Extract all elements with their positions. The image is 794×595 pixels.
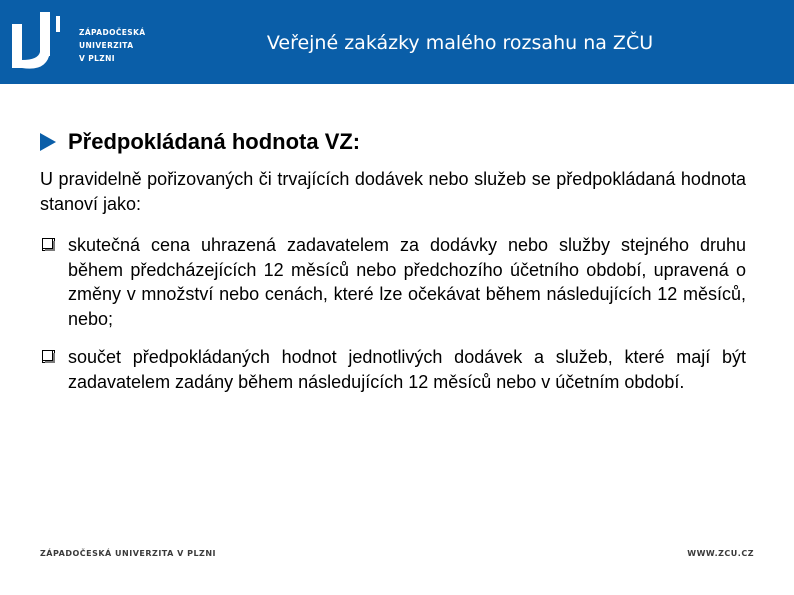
section-heading-text: Předpokládaná hodnota VZ: bbox=[68, 129, 361, 154]
logo-wordmark bbox=[79, 26, 146, 65]
play-triangle-icon bbox=[40, 133, 56, 151]
checkbox-bullet-icon bbox=[42, 238, 55, 251]
list-item bbox=[40, 345, 746, 394]
logo-line: UNIVERZITA bbox=[79, 41, 134, 50]
bullet-list bbox=[40, 233, 746, 408]
university-logo-icon bbox=[12, 12, 70, 72]
logo-line: ZÁPADOČESKÁ bbox=[79, 28, 146, 37]
checkbox-bullet-icon bbox=[42, 350, 55, 363]
footer-website-link[interactable]: WWW.ZCU.CZ bbox=[687, 549, 754, 558]
list-item bbox=[40, 233, 746, 331]
logo-line: V PLZNI bbox=[79, 54, 115, 63]
page-title: Veřejné zakázky malého rozsahu na ZČU bbox=[266, 32, 654, 54]
section-heading bbox=[40, 127, 360, 157]
list-item-text: skutečná cena uhrazená zadavatelem za dodávky nebo služby stejného druhu během předcházejících 12 měsíců nebo předchozího účetního období, upravená o změny v množství nebo cenách, které lze očekávat během následujících 12 měsíců, nebo; bbox=[68, 235, 746, 329]
footer-university-name: ZÁPADOČESKÁ UNIVERZITA V PLZNI bbox=[40, 549, 217, 558]
intro-paragraph: U pravidelně pořizovaných či trvajících dodávek nebo služeb se předpokládaná hodnota stanoví jako: bbox=[40, 169, 746, 214]
list-item-text: součet předpokládaných hodnot jednotlivých dodávek a služeb, které mají být zadavatelem zadány během následujících 12 měsíců nebo v účetním období. bbox=[68, 347, 746, 392]
header-bar bbox=[0, 0, 794, 84]
